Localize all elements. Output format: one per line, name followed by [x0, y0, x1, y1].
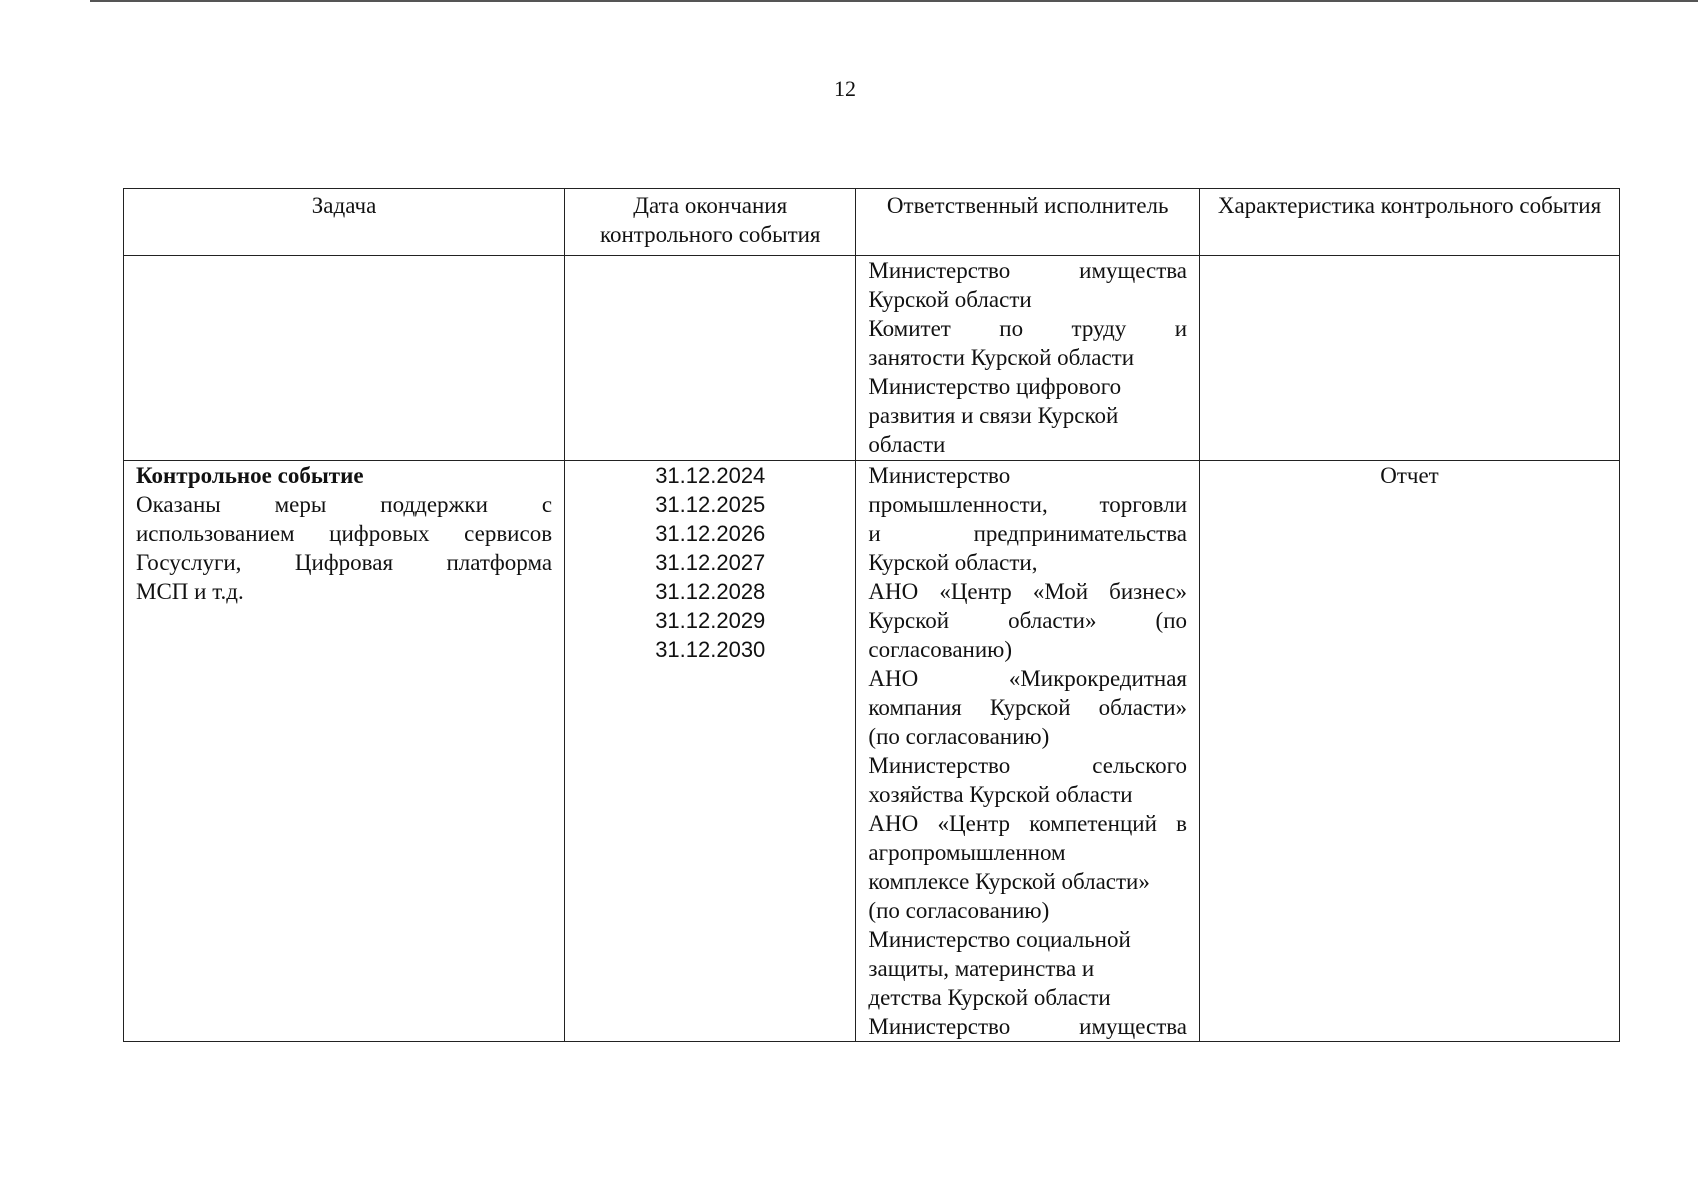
task-line: использованием цифровых сервисов: [136, 521, 553, 546]
executor-line: хозяйства Курской области: [868, 782, 1133, 807]
executor-line: Министерство имущества: [868, 258, 1188, 283]
table-row: [124, 461, 1620, 1042]
characteristic-cell: Отчет: [1200, 461, 1620, 1042]
executor-line: детства Курской области: [868, 985, 1111, 1010]
top-scan-rule: [90, 0, 1698, 2]
header-end-date: Дата окончания контрольного события: [565, 189, 856, 256]
executor-line: Министерство цифрового: [868, 374, 1122, 399]
executor-line: Курской области,: [868, 550, 1038, 575]
end-date: 31.12.2030: [655, 637, 766, 662]
executor-line: Курской области» (по: [868, 608, 1188, 633]
executor-line: Курской области: [868, 287, 1032, 312]
executor-line: Комитет по труду и: [868, 316, 1188, 341]
executor-line: АНО «Микрокредитная: [868, 666, 1188, 691]
end-date: 31.12.2027: [655, 550, 766, 575]
task-cell: [124, 461, 565, 1042]
control-events-table: [123, 188, 1620, 1042]
header-executor: Ответственный исполнитель: [856, 189, 1200, 256]
executor-line: защиты, материнства и: [868, 956, 1095, 981]
executor-line: АНО «Центр компетенций в: [868, 811, 1188, 836]
executor-line: Министерство социальной: [868, 927, 1131, 952]
task-line: МСП и т.д.: [136, 579, 244, 604]
end-date: 31.12.2028: [655, 579, 766, 604]
table-header-row: [124, 189, 1620, 256]
task-line: Оказаны меры поддержки с: [136, 492, 553, 517]
executor-line: Министерство: [868, 463, 1011, 488]
task-cell-empty: [124, 256, 565, 461]
control-event-title: Контрольное событие: [136, 463, 364, 488]
executor-cell: [856, 256, 1200, 461]
end-date: 31.12.2024: [655, 463, 766, 488]
end-date: 31.12.2026: [655, 521, 766, 546]
executor-line: промышленности, торговли: [868, 492, 1188, 517]
executor-line: развития и связи Курской: [868, 403, 1119, 428]
executor-line: занятости Курской области: [868, 345, 1135, 370]
end-date: 31.12.2029: [655, 608, 766, 633]
page-number: 12: [834, 76, 856, 101]
header-task: Задача: [124, 189, 565, 256]
end-date: 31.12.2025: [655, 492, 766, 517]
executor-line: (по согласованию): [868, 898, 1050, 923]
executor-line: АНО «Центр «Мой бизнес»: [868, 579, 1188, 604]
header-characteristic: Характеристика контрольного события: [1200, 189, 1620, 256]
executor-line: согласованию): [868, 637, 1013, 662]
date-cell-empty: [565, 256, 856, 461]
table-row: [124, 256, 1620, 461]
executor-line: Министерство сельского: [868, 753, 1188, 778]
date-cell: [565, 461, 856, 1042]
task-line: Госуслуги, Цифровая платформа: [136, 550, 553, 575]
executor-line: области: [868, 432, 946, 457]
executor-line: компания Курской области»: [868, 695, 1188, 720]
executor-line: Министерство имущества: [868, 1014, 1188, 1039]
executor-line: и предпринимательства: [868, 521, 1188, 546]
characteristic-cell-empty: [1200, 256, 1620, 461]
executor-cell: [856, 461, 1200, 1042]
executor-line: агропромышленном: [868, 840, 1066, 865]
executor-line: комплексе Курской области»: [868, 869, 1150, 894]
executor-line: (по согласованию): [868, 724, 1050, 749]
